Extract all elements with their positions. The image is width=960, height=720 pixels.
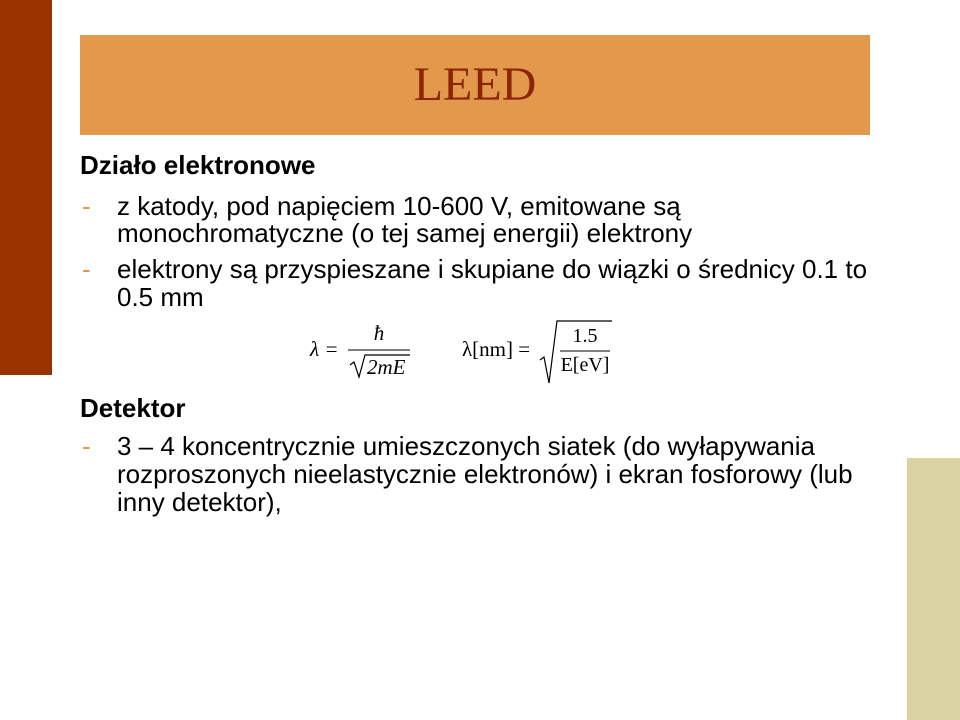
slide-title: LEED	[413, 58, 537, 111]
formula-denominator: E[eV]	[560, 354, 610, 376]
formula-numerator: ħ	[373, 321, 385, 345]
bullet-text-line: z katody, pod napięciem 10-600 V, emitowane są	[117, 191, 681, 221]
formula-numerator: 1.5	[572, 325, 598, 347]
bullet-text-line: inny detektor),	[117, 487, 282, 517]
bullet-text-line: elektrony są przyspieszane i skupiane do wiązki o średnicy 0.1 to	[117, 254, 868, 284]
formula-denominator: 2mE	[367, 355, 406, 379]
formulas	[300, 315, 630, 390]
bullet-text-line: 0.5 mm	[117, 282, 204, 312]
bullet-marker: -	[82, 431, 91, 461]
bullet-text-line: monochromatyczne (o tej samej energii) elektrony	[117, 218, 693, 248]
bullet-marker: -	[82, 191, 91, 221]
section-heading: Detektor	[80, 393, 186, 423]
bullet-marker: -	[82, 254, 91, 284]
section-heading: Działo elektronowe	[80, 150, 316, 180]
de-broglie-formula	[309, 321, 410, 379]
formula-lhs: λ =	[310, 337, 339, 361]
corner-accent-block	[907, 458, 960, 720]
wavelength-nm-formula	[462, 321, 612, 383]
formula-lhs: λ[nm] =	[462, 337, 531, 361]
left-accent-bar	[0, 0, 52, 375]
bullet-text-line: 3 – 4 koncentrycznie umieszczonych siatek (do wyłapywania	[117, 431, 816, 461]
bullet-text-line: rozproszonych nieelastycznie elektronów) i ekran fosforowy (lub	[117, 459, 853, 489]
